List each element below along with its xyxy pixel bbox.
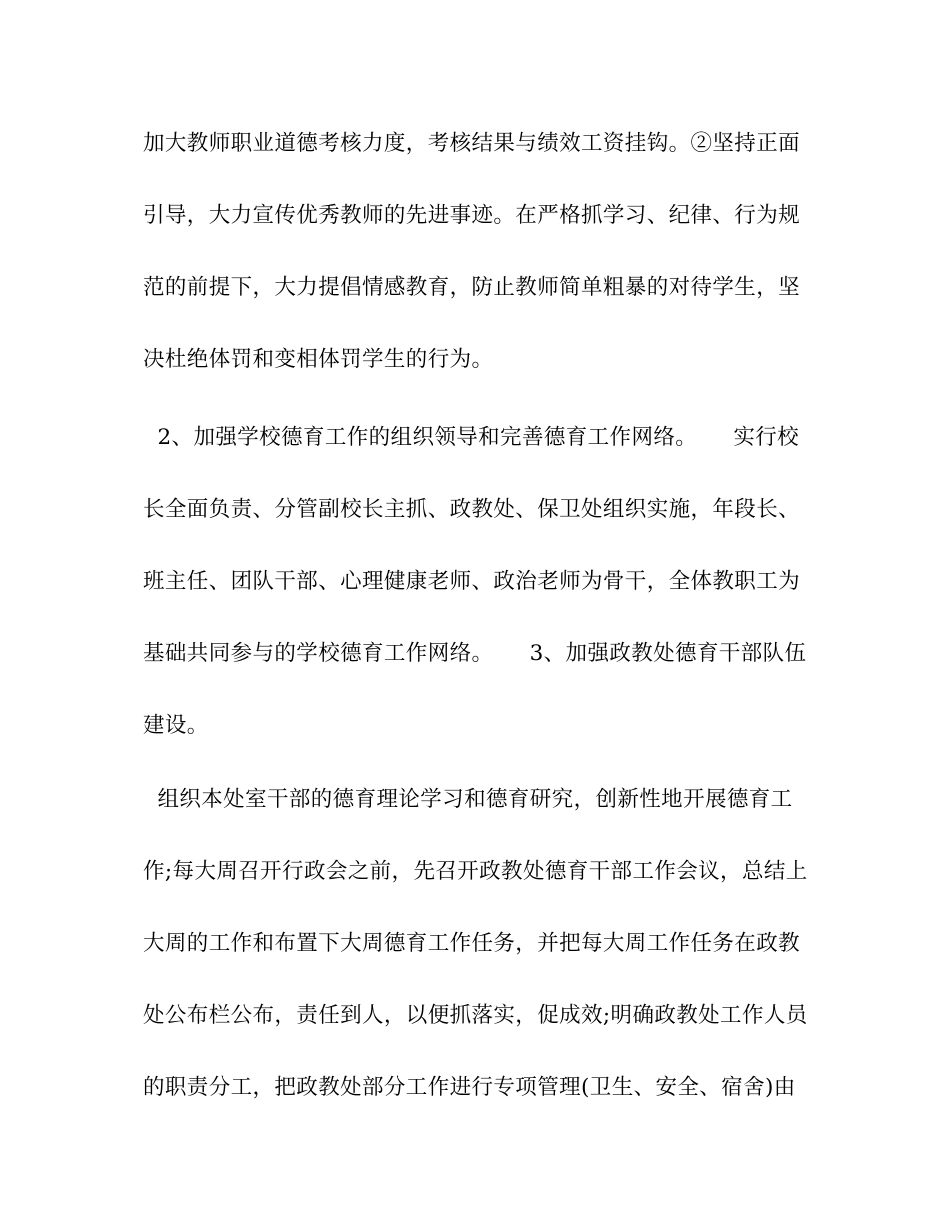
- text-line: 加大教师职业道德考核力度，考核结果与绩效工资挂钩。②坚持正面: [143, 131, 801, 156]
- text-line: 建设。: [143, 713, 209, 738]
- text-line: 基础共同参与的学校德育工作网络。 3、加强政教处德育干部队伍: [143, 641, 807, 666]
- text-line: 处公布栏公布，责任到人，以便抓落实，促成效;明确政教处工作人员: [143, 1003, 808, 1028]
- text-line: 长全面负责、分管副校长主抓、政教处、保卫处组织实施，年段长、: [143, 497, 801, 522]
- text-line: 范的前提下，大力提倡情感教育，防止教师简单粗暴的对待学生，坚: [143, 275, 801, 300]
- text-line: 的职责分工，把政教处部分工作进行专项管理(卫生、安全、宿舍)由: [143, 1075, 796, 1100]
- text-line: 班主任、团队干部、心理健康老师、政治老师为骨干，全体教职工为: [143, 569, 801, 594]
- text-line: 引导，大力宣传优秀教师的先进事迹。在严格抓学习、纪律、行为规: [143, 203, 801, 228]
- text-line: 大周的工作和布置下大周德育工作任务，并把每大周工作任务在政教: [143, 931, 801, 956]
- text-line: 2、加强学校德育工作的组织领导和完善德育工作网络。 实行校: [143, 425, 800, 450]
- text-line: 决杜绝体罚和变相体罚学生的行为。: [143, 347, 494, 372]
- text-line: 组织本处室干部的德育理论学习和德育研究，创新性地开展德育工: [143, 787, 793, 812]
- text-line: 作;每大周召开行政会之前，先召开政教处德育干部工作会议，总结上: [143, 859, 808, 884]
